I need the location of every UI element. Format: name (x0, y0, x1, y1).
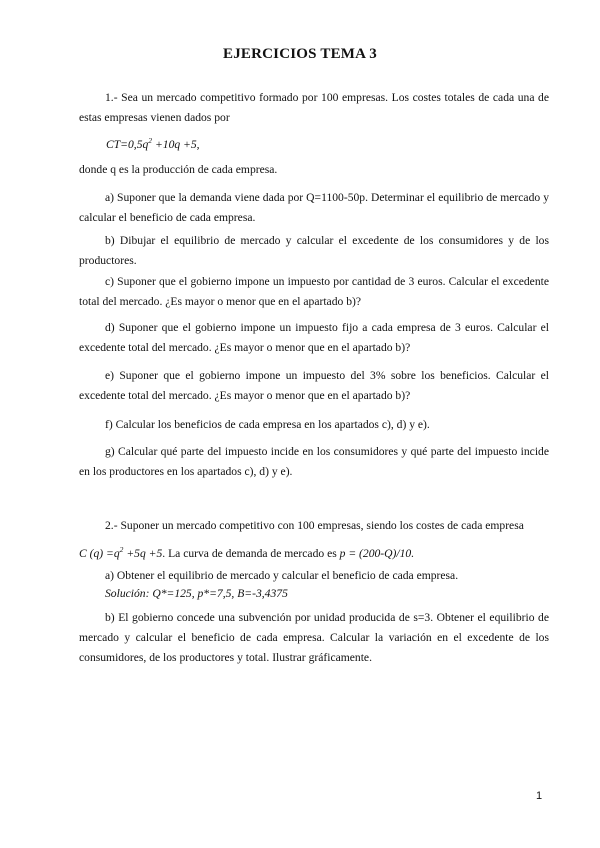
exercise-1-item-e: e) Suponer que el gobierno impone un impuesto del 3% sobre los beneficios. Calcular el excedente total del mercado. ¿Es mayor o menor que en el apartado b)? (79, 369, 549, 402)
page-title: EJERCICIOS TEMA 3 (223, 46, 377, 62)
exercise-2-item-a: a) Obtener el equilibrio de mercado y calcular el beneficio de cada empresa. (105, 569, 459, 582)
exercise-1-item-c: c) Suponer que el gobierno impone un impuesto por cantidad de 3 euros. Calcular el excedente total del mercado. ¿Es mayor o menor que en el apartado b)? (79, 275, 549, 308)
exercise-1-item-b: b) Dibujar el equilibrio de mercado y calcular el excedente de los consumidores y de los productores. (79, 234, 549, 267)
exercise-1-note: donde q es la producción de cada empresa. (79, 163, 278, 176)
exercise-1-item-g: g) Calcular qué parte del impuesto incide en los consumidores y qué parte del impuesto incide en los productores en los apartados c), d) y e). (79, 445, 549, 478)
exercise-1-intro: 1.- Sea un mercado competitivo formado por 100 empresas. Los costes totales de cada una de estas empresas vienen dados por (79, 91, 549, 124)
exercise-2-demand-formula: p = (200-Q)/10. (339, 546, 415, 560)
page-number: 1 (536, 790, 543, 802)
exercise-1-item-d: d) Suponer que el gobierno impone un impuesto fijo a cada empresa de 3 euros. Calcular el excedente total del mercado. ¿Es mayor o menor que en el apartado b)? (79, 321, 549, 354)
exercise-2-solution: Solución: Q*=125, p*=7,5, B=-3,4375 (105, 587, 288, 600)
exercise-2-intro: 2.- Suponer un mercado competitivo con 100 empresas, siendo los costes de cada empresa (105, 519, 524, 532)
exercise-1-item-a: a) Suponer que la demanda viene dada por Q=1100-50p. Determinar el equilibrio de mercado y calcular el beneficio de cada empresa. (79, 191, 549, 224)
exercise-2-cost-line: C $(q) =q^2 +5q +5$. La curva de demanda de mercado es p = (200-Q)/10. (79, 545, 415, 560)
exercise-1-item-f: f) Calcular los beneficios de cada empresa en los apartados c), d) y e). (105, 418, 430, 431)
exercise-2-item-b: b) El gobierno concede una subvención por unidad producida de s=3. Obtener el equilibrio de mercado y calcular el beneficio de cada empresa. Calcular la variación en el excedente de los consumidores, de los productores y total. Ilustrar gráficamente. (79, 611, 549, 664)
exercise-2-cost-formula: C $(q) =q^2 +5q +5$ (79, 545, 163, 560)
exercise-1-cost-formula: $CT=0,5q^2 +10q +5$, (106, 136, 200, 151)
